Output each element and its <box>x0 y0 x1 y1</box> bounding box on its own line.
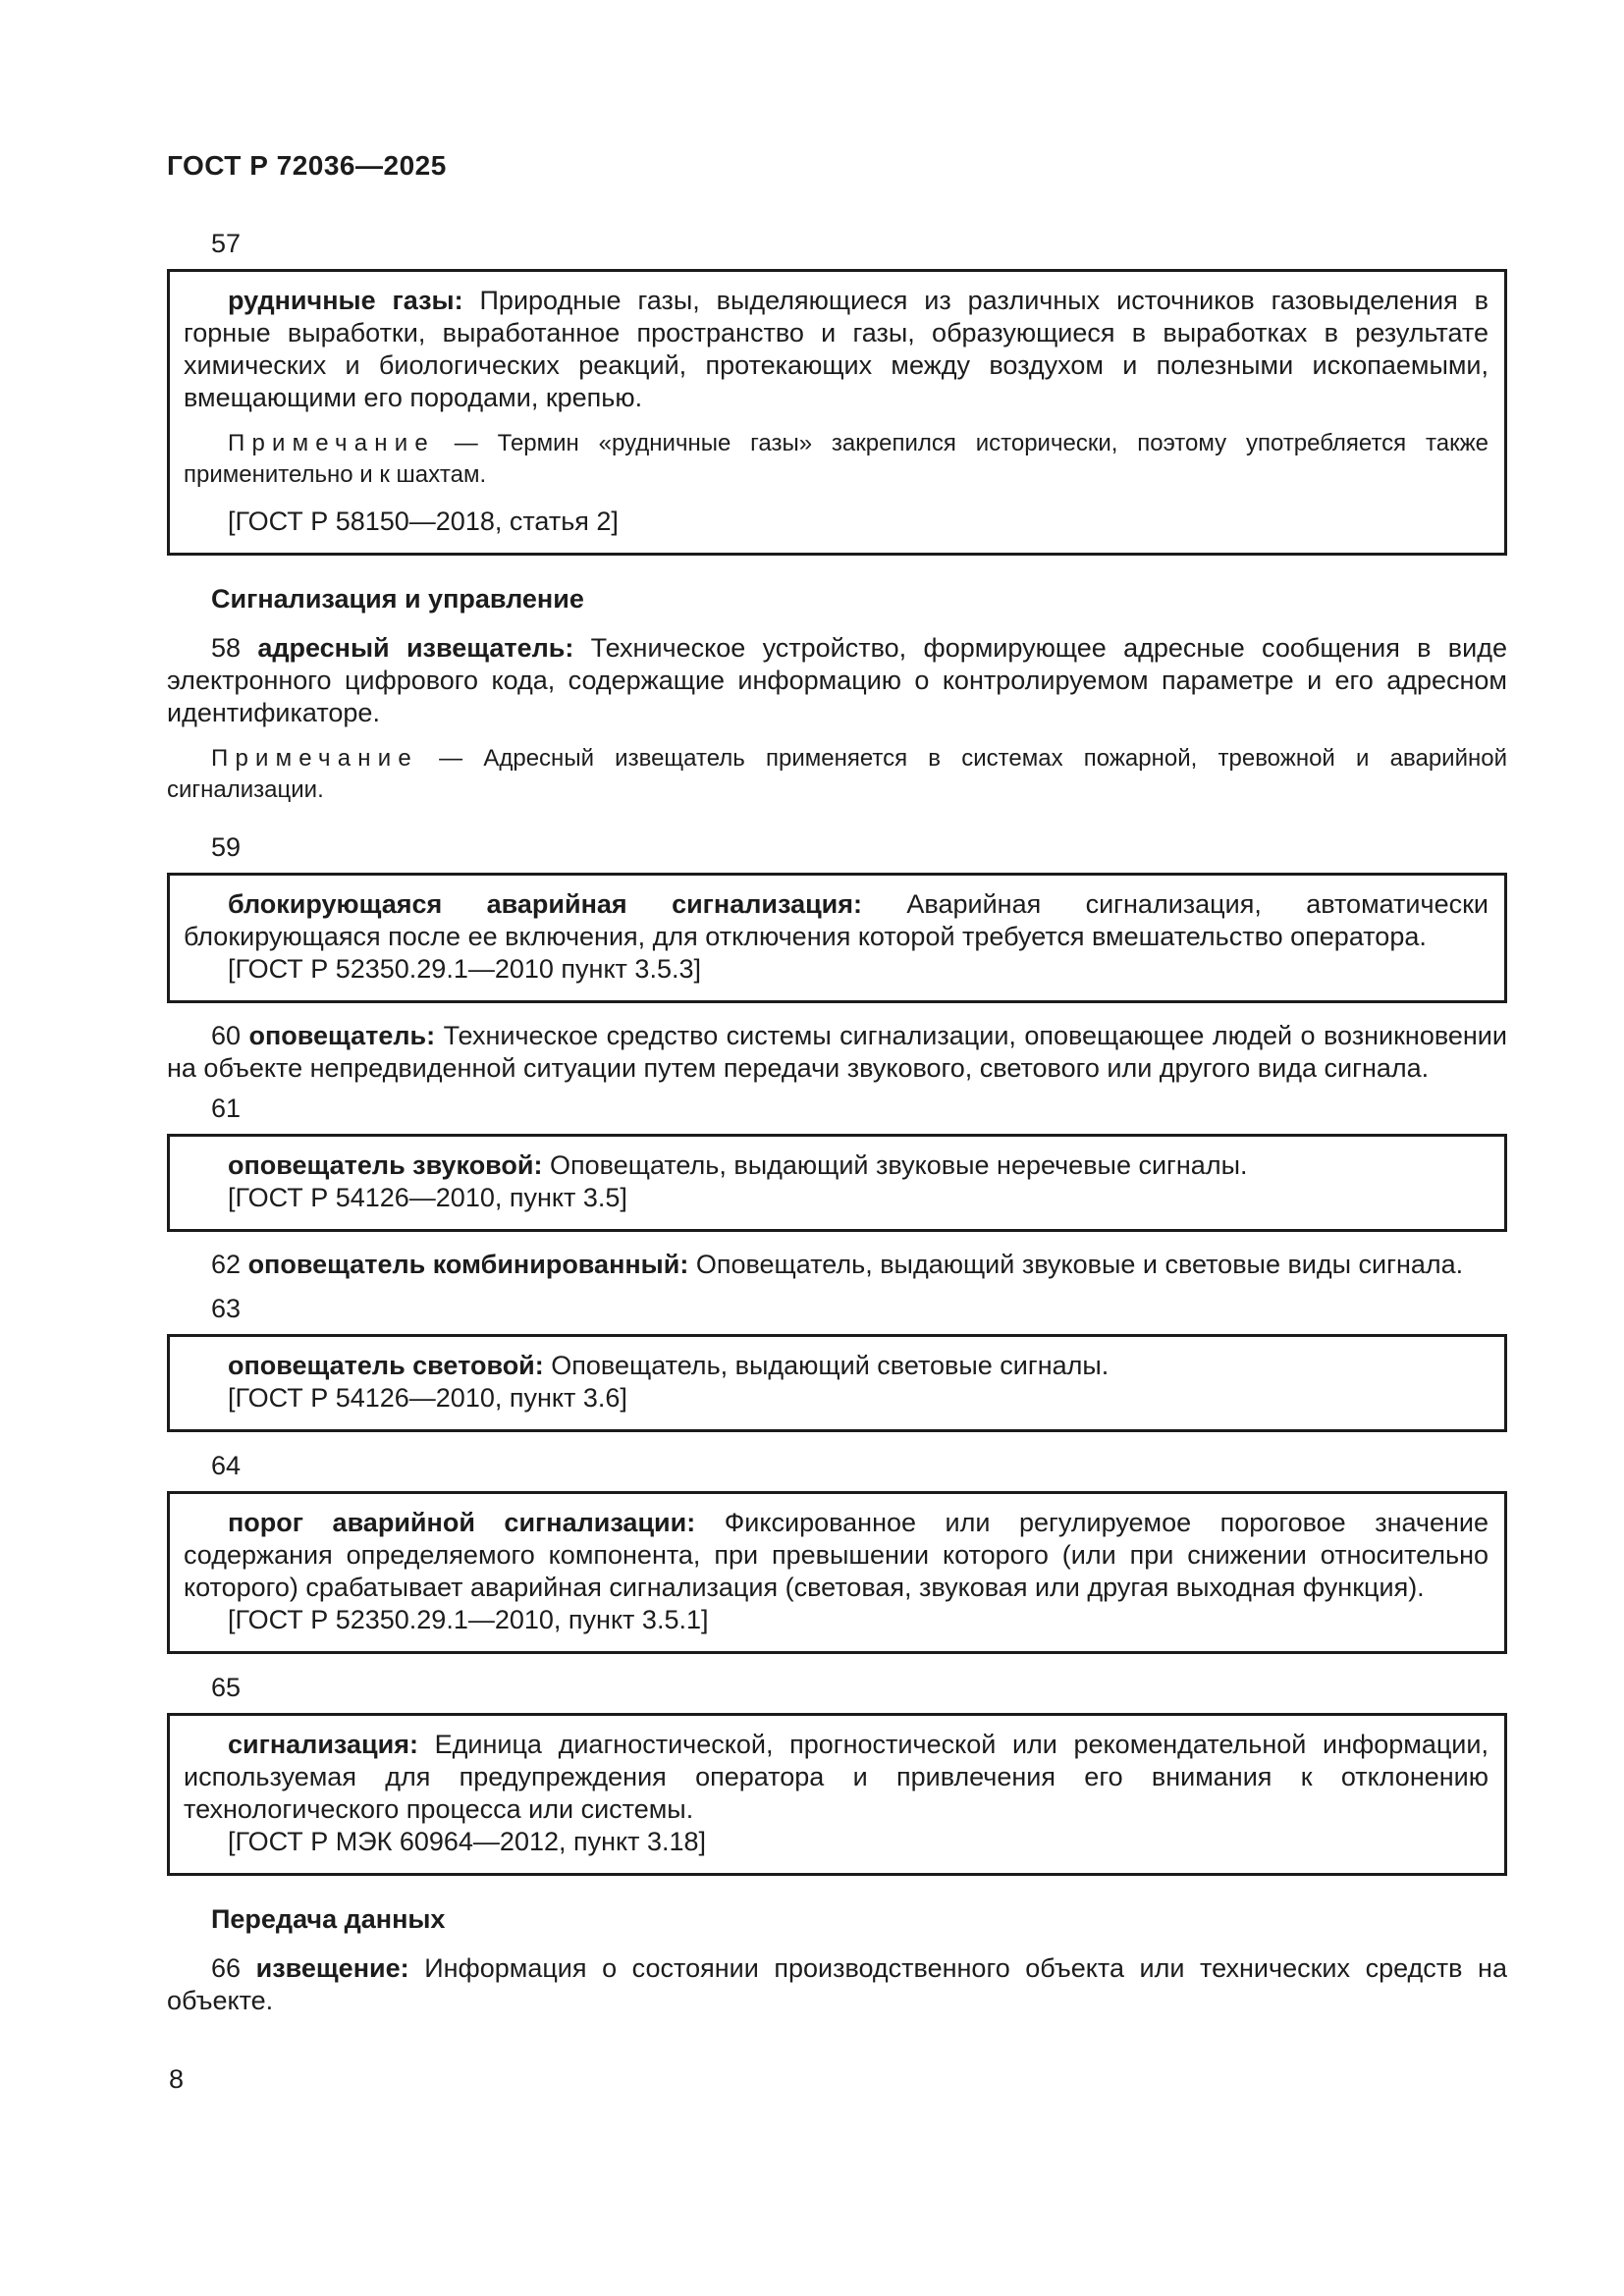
term-number-61: 61 <box>211 1094 242 1123</box>
term-box-61 <box>167 1134 1507 1232</box>
term-label: оповещатель световой: <box>228 1351 544 1380</box>
term-number-64: 64 <box>211 1451 242 1480</box>
term-definition: Информация о состоянии производственного объекта или технических средств на объекте. <box>167 1953 1507 2015</box>
term-box-57 <box>167 269 1507 556</box>
term-label: оповещатель: <box>248 1021 436 1050</box>
term-number-65: 65 <box>211 1673 242 1702</box>
term-entry-58 <box>167 632 1507 729</box>
term-label: порог аварийной сигнализации: <box>228 1508 696 1537</box>
term-definition: Природные газы, выделяющиеся из различных источников газовыделения в горные выработки, выработанное пространство и газы, образующиеся в выработках в результате химических и биологических реакций, протекающих между воздухом и полезными ископаемыми, вмещающими его породами, крепью. <box>184 286 1489 412</box>
term-number-57: 57 <box>211 229 242 258</box>
term-entry-65 <box>184 1729 1489 1826</box>
term-label: извещение: <box>255 1953 409 1983</box>
source-ref-61: [ГОСТ Р 54126—2010, пункт 3.5] <box>228 1183 627 1212</box>
section-heading-signaling: Сигнализация и управление <box>211 584 584 614</box>
term-label: сигнализация: <box>228 1730 418 1759</box>
term-entry-61 <box>184 1149 1489 1182</box>
term-entry-66 <box>167 1952 1507 2017</box>
term-label: оповещатель комбинированный: <box>247 1250 689 1279</box>
source-ref-63: [ГОСТ Р 54126—2010, пункт 3.6] <box>228 1383 627 1413</box>
term-definition: Фиксированное или регулируемое пороговое значение содержания определяемого компонента, при превышении которого (или при снижении относительно которого) срабатывает аварийная сигнализация (световая, звуковая или другая выходная функция). <box>184 1508 1489 1602</box>
note-label: Примечание <box>211 745 418 772</box>
term-definition: Техническое средство системы сигнализации, оповещающее людей о возникновении на объекте непредвиденной ситуации путем передачи звукового, светового или другого вида сигнала. <box>167 1021 1507 1083</box>
source-ref-59: [ГОСТ Р 52350.29.1—2010 пункт 3.5.3] <box>228 954 701 984</box>
term-number: 60 <box>211 1021 242 1050</box>
term-label: оповещатель звуковой: <box>228 1150 543 1180</box>
term-definition: Оповещатель, выдающий звуковые и световые виды сигнала. <box>695 1250 1464 1279</box>
term-entry-60 <box>167 1020 1507 1085</box>
term-number: 66 <box>211 1953 242 1983</box>
term-label: адресный извещатель: <box>257 633 574 663</box>
source-ref-57: [ГОСТ Р 58150—2018, статья 2] <box>228 507 619 536</box>
note-text: — Адресный извещатель применяется в системах пожарной, тревожной и аварийной сигнализации. <box>167 745 1507 803</box>
note-text: — Термин «рудничные газы» закрепился исторически, поэтому употребляется также применительно и к шахтам. <box>184 430 1489 488</box>
term-box-65 <box>167 1713 1507 1876</box>
term-entry-59 <box>184 888 1489 953</box>
source-ref-64: [ГОСТ Р 52350.29.1—2010, пункт 3.5.1] <box>228 1605 709 1634</box>
term-definition: Техническое устройство, формирующее адресные сообщения в виде электронного цифрового кода, содержащие информацию о контролируемом параметре и его адресном идентификаторе. <box>167 633 1507 727</box>
term-definition: Оповещатель, выдающий звуковые неречевые сигналы. <box>550 1150 1248 1180</box>
term-entry-62 <box>167 1249 1507 1281</box>
term-definition: Оповещатель, выдающий световые сигналы. <box>551 1351 1110 1380</box>
term-entry-57 <box>184 285 1489 414</box>
section-heading-data-transfer: Передача данных <box>211 1904 446 1934</box>
term-box-63 <box>167 1334 1507 1432</box>
term-number-63: 63 <box>211 1294 242 1323</box>
note-label: Примечание <box>228 430 435 456</box>
term-number: 62 <box>211 1250 242 1279</box>
term-label: блокирующаяся аварийная сигнализация: <box>228 889 863 919</box>
term-box-64 <box>167 1491 1507 1654</box>
term-label: рудничные газы: <box>228 286 463 315</box>
term-definition: Единица диагностической, прогностической или рекомендательной информации, используемая для предупреждения оператора и привлечения его внимания к отклонению технологического процесса или системы. <box>184 1730 1489 1824</box>
term-definition: Аварийная сигнализация, автоматически блокирующаяся после ее включения, для отключения которой требуется вмешательство оператора. <box>184 889 1489 951</box>
source-ref-65: [ГОСТ Р МЭК 60964—2012, пункт 3.18] <box>228 1827 707 1856</box>
term-box-59 <box>167 873 1507 1003</box>
term-entry-63 <box>184 1350 1489 1382</box>
term-note-58 <box>167 743 1507 806</box>
term-number-59: 59 <box>211 832 242 862</box>
page-number: 8 <box>169 2064 185 2094</box>
term-note-57 <box>184 428 1489 491</box>
term-entry-64 <box>184 1507 1489 1604</box>
doc-code-header: ГОСТ Р 72036—2025 <box>167 150 447 181</box>
term-number: 58 <box>211 633 242 663</box>
